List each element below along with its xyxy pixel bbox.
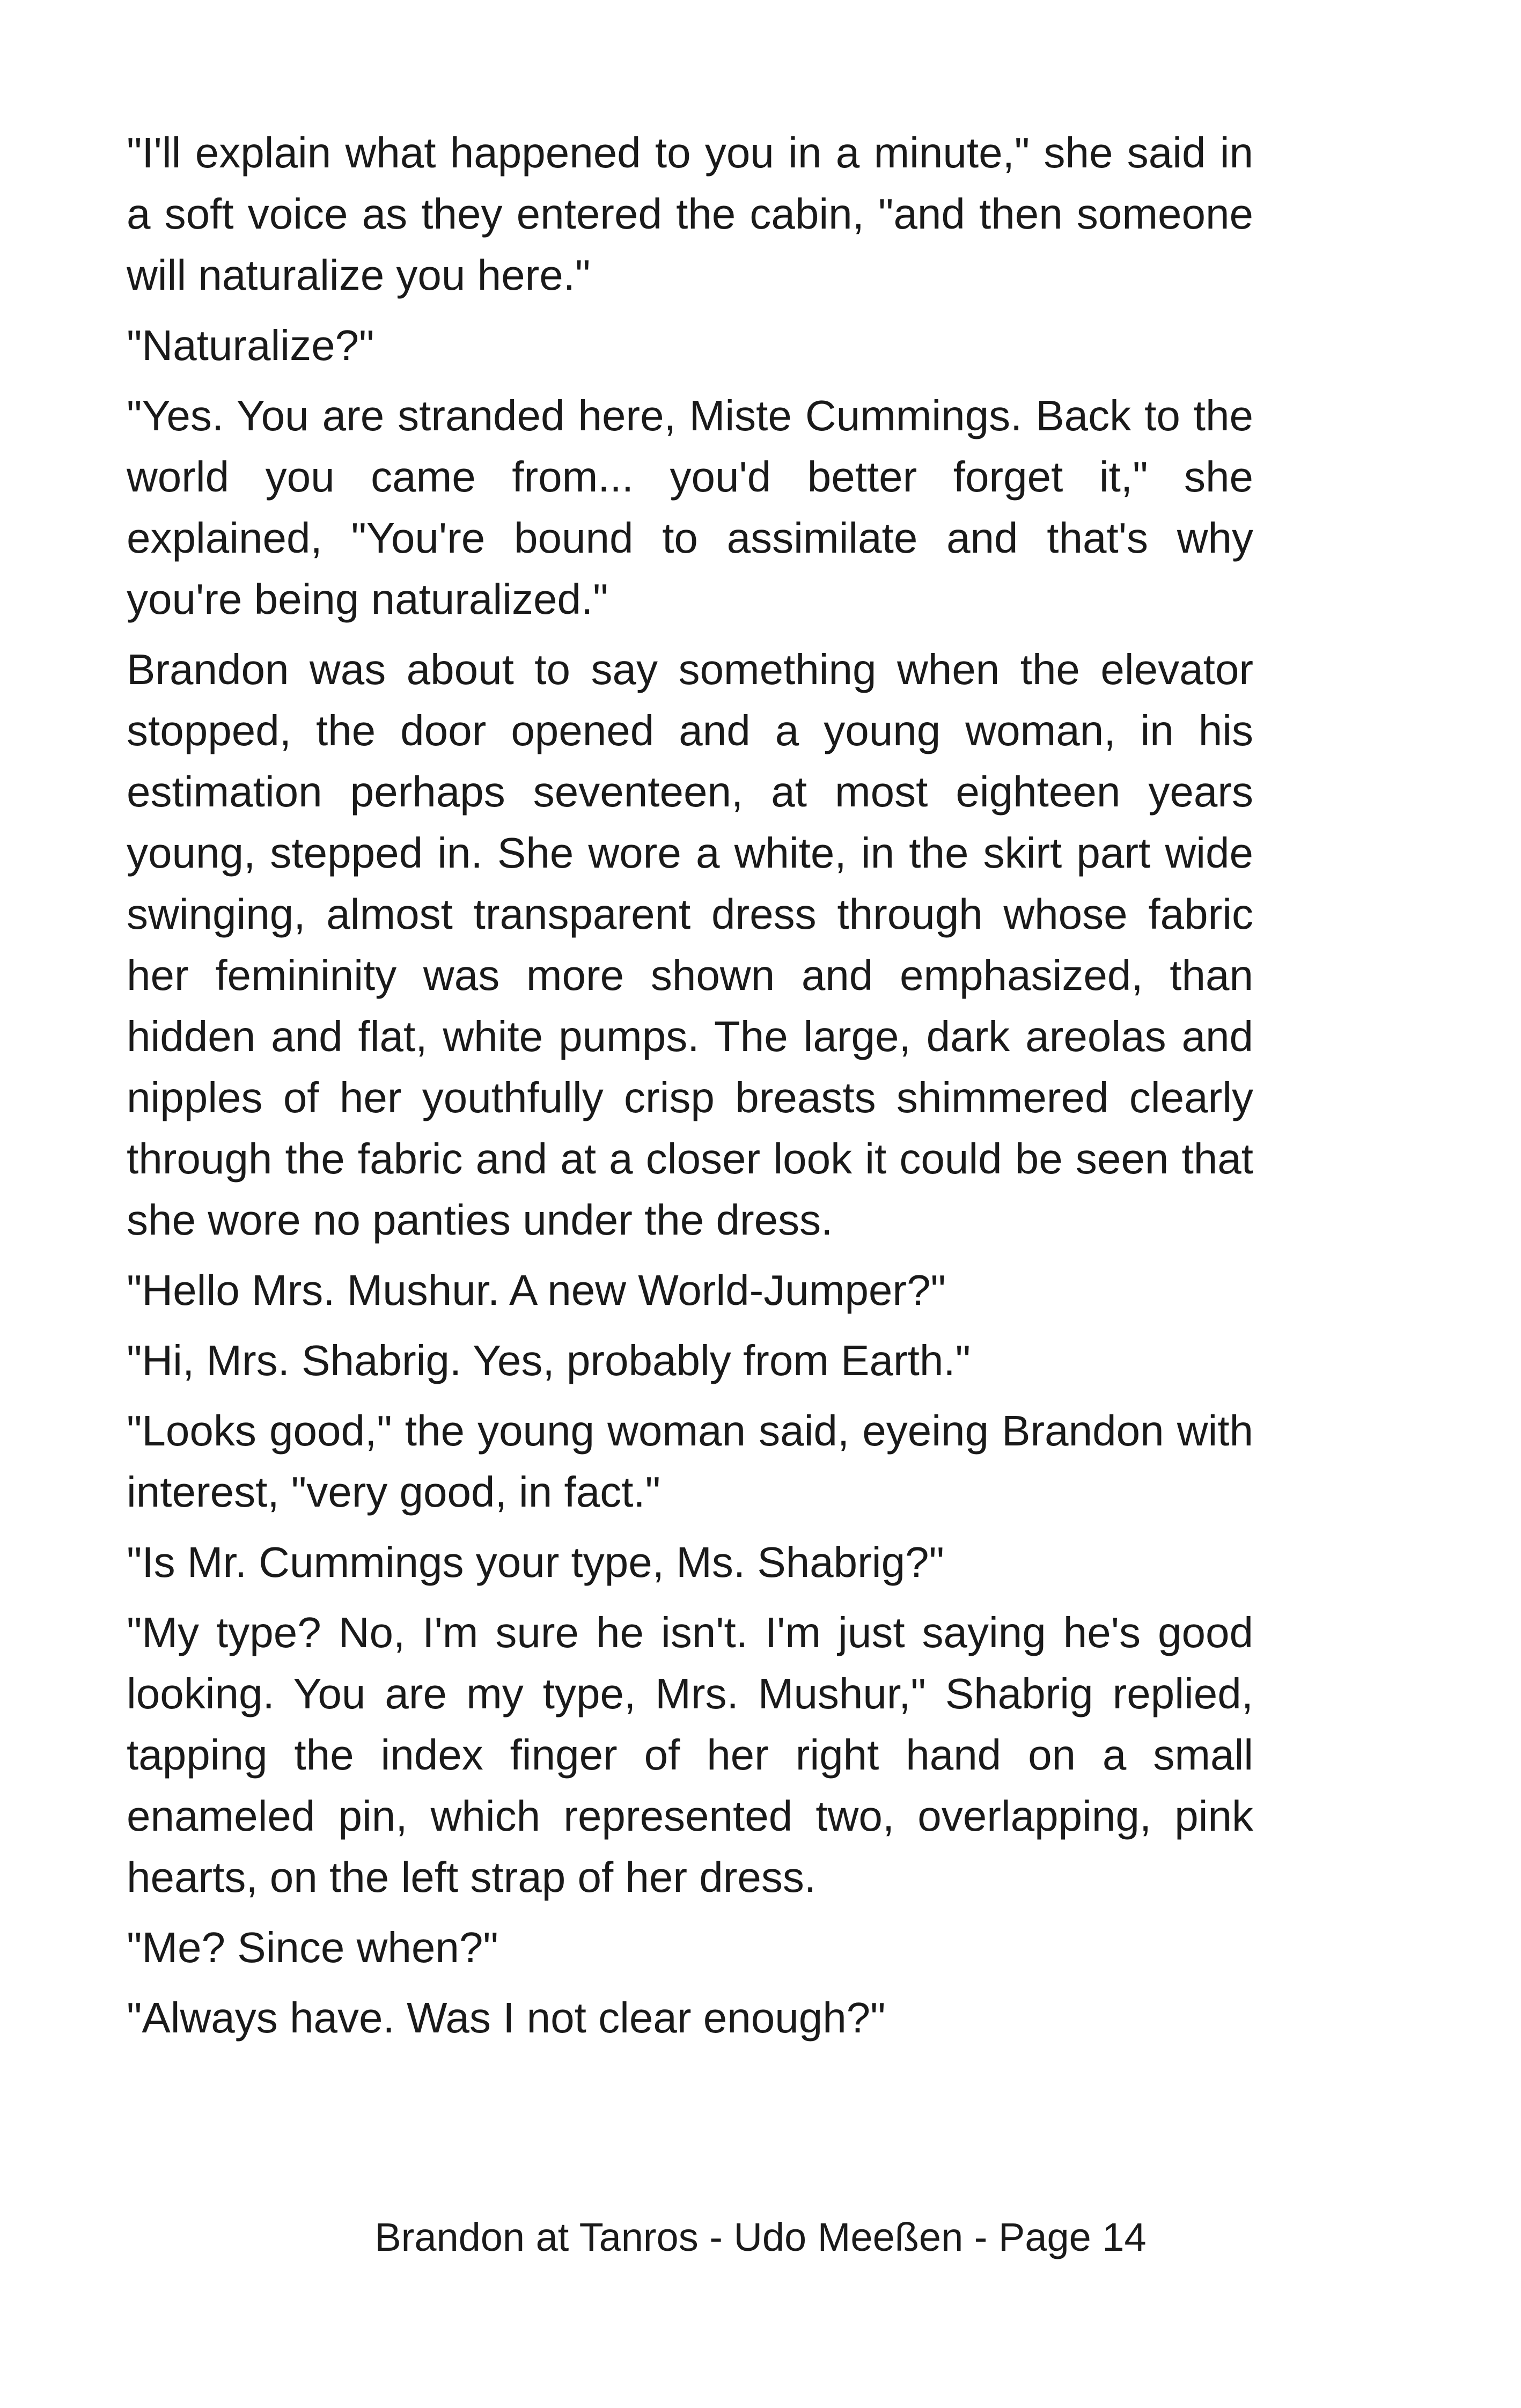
paragraph: "Always have. Was I not clear enough?" (127, 1994, 886, 2042)
paragraph: "Hello Mrs. Mushur. A new World-Jumper?" (127, 1266, 946, 1314)
page-footer: Brandon at Tanros - Udo Meeßen - Page 14 (374, 2215, 1147, 2259)
paragraph: "Yes. You are stranded here, Miste Cummings. Back to the world you came from... you'd better forget it," she explained, "You're bound to assimilate and that's why you're being naturalized." (127, 392, 1253, 623)
paragraph: "Hi, Mrs. Shabrig. Yes, probably from Earth." (127, 1337, 971, 1384)
paragraph: Brandon was about to say something when the elevator stopped, the door opened and a young woman, in his estimation perhaps seventeen, at most eighteen years young, stepped in. She wore a white, in the skirt part wide swinging, almost transparent dress through whose fabric her femininity was more shown and emphasized, than hidden and flat, white pumps. The large, dark areolas and nipples of her youthfully crisp breasts shimmered clearly through the fabric and at a closer look it could be seen that she wore no panties under the dress. (127, 645, 1253, 1244)
paragraph: "Is Mr. Cummings your type, Ms. Shabrig?" (127, 1538, 944, 1586)
paragraph: "My type? No, I'm sure he isn't. I'm just saying he's good looking. You are my type, Mrs. Mushur," Shabrig replied, tapping the index finger of her right hand on a small enameled pin, which represented two, overlapping, pink hearts, on the left strap of her dress. (127, 1609, 1253, 1901)
paragraph: "Naturalize?" (127, 321, 374, 369)
paragraph: "Looks good," the young woman said, eyeing Brandon with interest, "very good, in fact." (127, 1407, 1253, 1516)
paragraph: "Me? Since when?" (127, 1924, 498, 1971)
paragraph: "I'll explain what happened to you in a minute," she said in a soft voice as they entered the cabin, "and then someone will naturalize you here." (127, 129, 1253, 299)
body-text (127, 122, 1253, 2058)
